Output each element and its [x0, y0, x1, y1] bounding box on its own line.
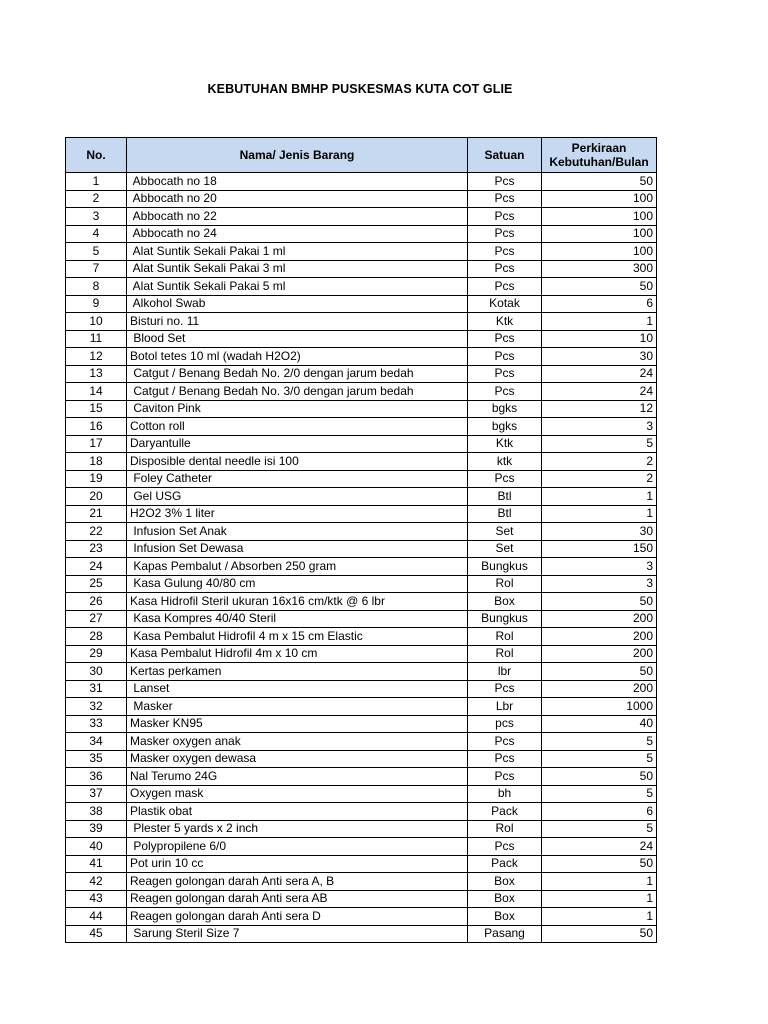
unit-cell: Set	[468, 540, 542, 558]
unit-cell: Pcs	[468, 208, 542, 226]
table-body	[66, 173, 657, 943]
item-name-cell: Reagen golongan darah Anti sera AB	[127, 890, 468, 908]
table-row	[66, 558, 657, 576]
unit-cell: Pcs	[468, 383, 542, 401]
item-name-cell: Lanset	[127, 680, 468, 698]
monthly-quantity-cell: 10	[542, 330, 657, 348]
item-name-cell: Kasa Hidrofil Steril ukuran 16x16 cm/ktk @ 6 lbr	[127, 593, 468, 611]
item-name-cell: Catgut / Benang Bedah No. 3/0 dengan jarum bedah	[127, 383, 468, 401]
item-name-cell: Alat Suntik Sekali Pakai 1 ml	[127, 243, 468, 261]
item-name-cell: Blood Set	[127, 330, 468, 348]
table-row	[66, 803, 657, 821]
item-name-cell: Masker oxygen anak	[127, 733, 468, 751]
unit-cell: Pcs	[468, 225, 542, 243]
monthly-quantity-cell: 24	[542, 365, 657, 383]
table-row	[66, 890, 657, 908]
unit-cell: Set	[468, 523, 542, 541]
monthly-quantity-cell: 1	[542, 313, 657, 331]
unit-cell: Btl	[468, 505, 542, 523]
unit-cell: pcs	[468, 715, 542, 733]
item-name-cell: Abbocath no 20	[127, 190, 468, 208]
table-row	[66, 505, 657, 523]
item-name-cell: Kertas perkamen	[127, 663, 468, 681]
header-monthly-estimate	[542, 138, 657, 173]
row-number-cell: 33	[66, 715, 127, 733]
row-number-cell: 42	[66, 873, 127, 891]
item-name-cell: Kasa Gulung 40/80 cm	[127, 575, 468, 593]
table-row	[66, 645, 657, 663]
row-number-cell: 20	[66, 488, 127, 506]
unit-cell: Kotak	[468, 295, 542, 313]
table-row	[66, 435, 657, 453]
row-number-cell: 39	[66, 820, 127, 838]
table-row	[66, 400, 657, 418]
item-name-cell: Sarung Steril Size 7	[127, 925, 468, 943]
table-row	[66, 330, 657, 348]
monthly-quantity-cell: 3	[542, 418, 657, 436]
item-name-cell: Kasa Kompres 40/40 Steril	[127, 610, 468, 628]
item-name-cell: Gel USG	[127, 488, 468, 506]
item-name-cell: Alat Suntik Sekali Pakai 5 ml	[127, 278, 468, 296]
monthly-quantity-cell: 5	[542, 750, 657, 768]
monthly-quantity-cell: 1	[542, 890, 657, 908]
unit-cell: Pcs	[468, 365, 542, 383]
unit-cell: bgks	[468, 418, 542, 436]
row-number-cell: 21	[66, 505, 127, 523]
monthly-quantity-cell: 50	[542, 663, 657, 681]
table-row	[66, 488, 657, 506]
row-number-cell: 24	[66, 558, 127, 576]
table-row	[66, 698, 657, 716]
table-row	[66, 925, 657, 943]
item-name-cell: Infusion Set Anak	[127, 523, 468, 541]
unit-cell: Pcs	[468, 470, 542, 488]
unit-cell: Pack	[468, 855, 542, 873]
table-row	[66, 313, 657, 331]
table-row	[66, 820, 657, 838]
monthly-quantity-cell: 40	[542, 715, 657, 733]
row-number-cell: 16	[66, 418, 127, 436]
item-name-cell: Abbocath no 18	[127, 173, 468, 191]
row-number-cell: 11	[66, 330, 127, 348]
row-number-cell: 4	[66, 225, 127, 243]
item-name-cell: Masker	[127, 698, 468, 716]
header-no: No.	[66, 138, 127, 173]
item-name-cell: Reagen golongan darah Anti sera D	[127, 908, 468, 926]
row-number-cell: 5	[66, 243, 127, 261]
unit-cell: Ktk	[468, 313, 542, 331]
monthly-quantity-cell: 1	[542, 505, 657, 523]
unit-cell: Pack	[468, 803, 542, 821]
item-name-cell: Alkohol Swab	[127, 295, 468, 313]
header-monthly-estimate-line1: Perkiraan	[571, 141, 627, 155]
unit-cell: Btl	[468, 488, 542, 506]
item-name-cell: Abbocath no 24	[127, 225, 468, 243]
header-monthly-estimate-line2: Kebutuhan/Bulan	[549, 155, 649, 169]
monthly-quantity-cell: 300	[542, 260, 657, 278]
row-number-cell: 18	[66, 453, 127, 471]
item-name-cell: H2O2 3% 1 liter	[127, 505, 468, 523]
row-number-cell: 19	[66, 470, 127, 488]
unit-cell: Pcs	[468, 768, 542, 786]
unit-cell: Box	[468, 908, 542, 926]
item-name-cell: Kapas Pembalut / Absorben 250 gram	[127, 558, 468, 576]
unit-cell: Pcs	[468, 278, 542, 296]
row-number-cell: 13	[66, 365, 127, 383]
row-number-cell: 14	[66, 383, 127, 401]
item-name-cell: Abbocath no 22	[127, 208, 468, 226]
item-name-cell: Polypropilene 6/0	[127, 838, 468, 856]
monthly-quantity-cell: 30	[542, 348, 657, 366]
item-name-cell: Disposible dental needle isi 100	[127, 453, 468, 471]
table-row	[66, 610, 657, 628]
unit-cell: bh	[468, 785, 542, 803]
unit-cell: Pcs	[468, 838, 542, 856]
row-number-cell: 45	[66, 925, 127, 943]
monthly-quantity-cell: 1	[542, 488, 657, 506]
unit-cell: Box	[468, 593, 542, 611]
unit-cell: Bungkus	[468, 558, 542, 576]
item-name-cell: Masker oxygen dewasa	[127, 750, 468, 768]
table-row	[66, 470, 657, 488]
unit-cell: Pcs	[468, 680, 542, 698]
row-number-cell: 34	[66, 733, 127, 751]
item-name-cell: Nal Terumo 24G	[127, 768, 468, 786]
unit-cell: Rol	[468, 575, 542, 593]
table-row	[66, 260, 657, 278]
item-name-cell: Botol tetes 10 ml (wadah H2O2)	[127, 348, 468, 366]
table-row	[66, 383, 657, 401]
monthly-quantity-cell: 2	[542, 453, 657, 471]
row-number-cell: 12	[66, 348, 127, 366]
row-number-cell: 10	[66, 313, 127, 331]
monthly-quantity-cell: 200	[542, 610, 657, 628]
row-number-cell: 17	[66, 435, 127, 453]
item-name-cell: Kasa Pembalut Hidrofil 4m x 10 cm	[127, 645, 468, 663]
table-row	[66, 838, 657, 856]
row-number-cell: 29	[66, 645, 127, 663]
row-number-cell: 44	[66, 908, 127, 926]
monthly-quantity-cell: 200	[542, 645, 657, 663]
monthly-quantity-cell: 5	[542, 733, 657, 751]
monthly-quantity-cell: 24	[542, 838, 657, 856]
monthly-quantity-cell: 12	[542, 400, 657, 418]
bmhp-requirements-table	[65, 137, 657, 943]
monthly-quantity-cell: 1	[542, 873, 657, 891]
document-title: KEBUTUHAN BMHP PUSKESMAS KUTA COT GLIE	[207, 82, 513, 96]
table-row	[66, 680, 657, 698]
row-number-cell: 32	[66, 698, 127, 716]
table-row	[66, 365, 657, 383]
item-name-cell: Catgut / Benang Bedah No. 2/0 dengan jarum bedah	[127, 365, 468, 383]
row-number-cell: 22	[66, 523, 127, 541]
monthly-quantity-cell: 5	[542, 820, 657, 838]
monthly-quantity-cell: 1000	[542, 698, 657, 716]
table-row	[66, 295, 657, 313]
item-name-cell: Alat Suntik Sekali Pakai 3 ml	[127, 260, 468, 278]
unit-cell: Ktk	[468, 435, 542, 453]
item-name-cell: Caviton Pink	[127, 400, 468, 418]
row-number-cell: 40	[66, 838, 127, 856]
item-name-cell: Pot urin 10 cc	[127, 855, 468, 873]
table-row	[66, 873, 657, 891]
monthly-quantity-cell: 100	[542, 208, 657, 226]
table-row	[66, 908, 657, 926]
item-name-cell: Plester 5 yards x 2 inch	[127, 820, 468, 838]
table-row	[66, 173, 657, 191]
unit-cell: Pcs	[468, 733, 542, 751]
table-row	[66, 785, 657, 803]
unit-cell: Pcs	[468, 348, 542, 366]
header-unit: Satuan	[468, 138, 542, 173]
row-number-cell: 9	[66, 295, 127, 313]
table-row	[66, 575, 657, 593]
monthly-quantity-cell: 50	[542, 855, 657, 873]
monthly-quantity-cell: 100	[542, 225, 657, 243]
row-number-cell: 23	[66, 540, 127, 558]
row-number-cell: 1	[66, 173, 127, 191]
monthly-quantity-cell: 200	[542, 680, 657, 698]
unit-cell: Pcs	[468, 750, 542, 768]
monthly-quantity-cell: 50	[542, 173, 657, 191]
monthly-quantity-cell: 3	[542, 575, 657, 593]
row-number-cell: 28	[66, 628, 127, 646]
monthly-quantity-cell: 50	[542, 925, 657, 943]
monthly-quantity-cell: 5	[542, 785, 657, 803]
table-row	[66, 855, 657, 873]
table-row	[66, 348, 657, 366]
monthly-quantity-cell: 5	[542, 435, 657, 453]
table-row	[66, 243, 657, 261]
monthly-quantity-cell: 50	[542, 768, 657, 786]
monthly-quantity-cell: 200	[542, 628, 657, 646]
unit-cell: Pcs	[468, 243, 542, 261]
monthly-quantity-cell: 2	[542, 470, 657, 488]
unit-cell: Rol	[468, 645, 542, 663]
table-row	[66, 715, 657, 733]
row-number-cell: 15	[66, 400, 127, 418]
row-number-cell: 3	[66, 208, 127, 226]
row-number-cell: 37	[66, 785, 127, 803]
table-row	[66, 768, 657, 786]
row-number-cell: 36	[66, 768, 127, 786]
monthly-quantity-cell: 100	[542, 243, 657, 261]
table-row	[66, 733, 657, 751]
table-row	[66, 540, 657, 558]
unit-cell: bgks	[468, 400, 542, 418]
unit-cell: Rol	[468, 820, 542, 838]
item-name-cell: Reagen golongan darah Anti sera A, B	[127, 873, 468, 891]
unit-cell: Pcs	[468, 190, 542, 208]
unit-cell: Pcs	[468, 260, 542, 278]
row-number-cell: 2	[66, 190, 127, 208]
table-row	[66, 628, 657, 646]
monthly-quantity-cell: 24	[542, 383, 657, 401]
row-number-cell: 35	[66, 750, 127, 768]
table-row	[66, 208, 657, 226]
monthly-quantity-cell: 50	[542, 278, 657, 296]
item-name-cell: Masker KN95	[127, 715, 468, 733]
monthly-quantity-cell: 6	[542, 803, 657, 821]
unit-cell: Lbr	[468, 698, 542, 716]
unit-cell: lbr	[468, 663, 542, 681]
table-row	[66, 750, 657, 768]
unit-cell: Bungkus	[468, 610, 542, 628]
monthly-quantity-cell: 150	[542, 540, 657, 558]
item-name-cell: Plastik obat	[127, 803, 468, 821]
item-name-cell: Cotton roll	[127, 418, 468, 436]
unit-cell: Pasang	[468, 925, 542, 943]
unit-cell: Pcs	[468, 330, 542, 348]
table-row	[66, 278, 657, 296]
row-number-cell: 26	[66, 593, 127, 611]
unit-cell: Box	[468, 890, 542, 908]
item-name-cell: Oxygen mask	[127, 785, 468, 803]
monthly-quantity-cell: 30	[542, 523, 657, 541]
row-number-cell: 38	[66, 803, 127, 821]
row-number-cell: 43	[66, 890, 127, 908]
row-number-cell: 8	[66, 278, 127, 296]
row-number-cell: 27	[66, 610, 127, 628]
monthly-quantity-cell: 3	[542, 558, 657, 576]
monthly-quantity-cell: 6	[542, 295, 657, 313]
table-row	[66, 190, 657, 208]
row-number-cell: 25	[66, 575, 127, 593]
item-name-cell: Daryantulle	[127, 435, 468, 453]
item-name-cell: Bisturi no. 11	[127, 313, 468, 331]
unit-cell: Pcs	[468, 173, 542, 191]
unit-cell: Box	[468, 873, 542, 891]
row-number-cell: 31	[66, 680, 127, 698]
header-item-name: Nama/ Jenis Barang	[127, 138, 468, 173]
unit-cell: Rol	[468, 628, 542, 646]
table-row	[66, 453, 657, 471]
row-number-cell: 30	[66, 663, 127, 681]
table-row	[66, 593, 657, 611]
item-name-cell: Foley Catheter	[127, 470, 468, 488]
table-row	[66, 523, 657, 541]
item-name-cell: Kasa Pembalut Hidrofil 4 m x 15 cm Elastic	[127, 628, 468, 646]
table-header-row	[66, 138, 657, 173]
table-row	[66, 418, 657, 436]
table-row	[66, 663, 657, 681]
monthly-quantity-cell: 50	[542, 593, 657, 611]
monthly-quantity-cell: 1	[542, 908, 657, 926]
row-number-cell: 7	[66, 260, 127, 278]
row-number-cell: 41	[66, 855, 127, 873]
item-name-cell: Infusion Set Dewasa	[127, 540, 468, 558]
monthly-quantity-cell: 100	[542, 190, 657, 208]
table-row	[66, 225, 657, 243]
unit-cell: ktk	[468, 453, 542, 471]
